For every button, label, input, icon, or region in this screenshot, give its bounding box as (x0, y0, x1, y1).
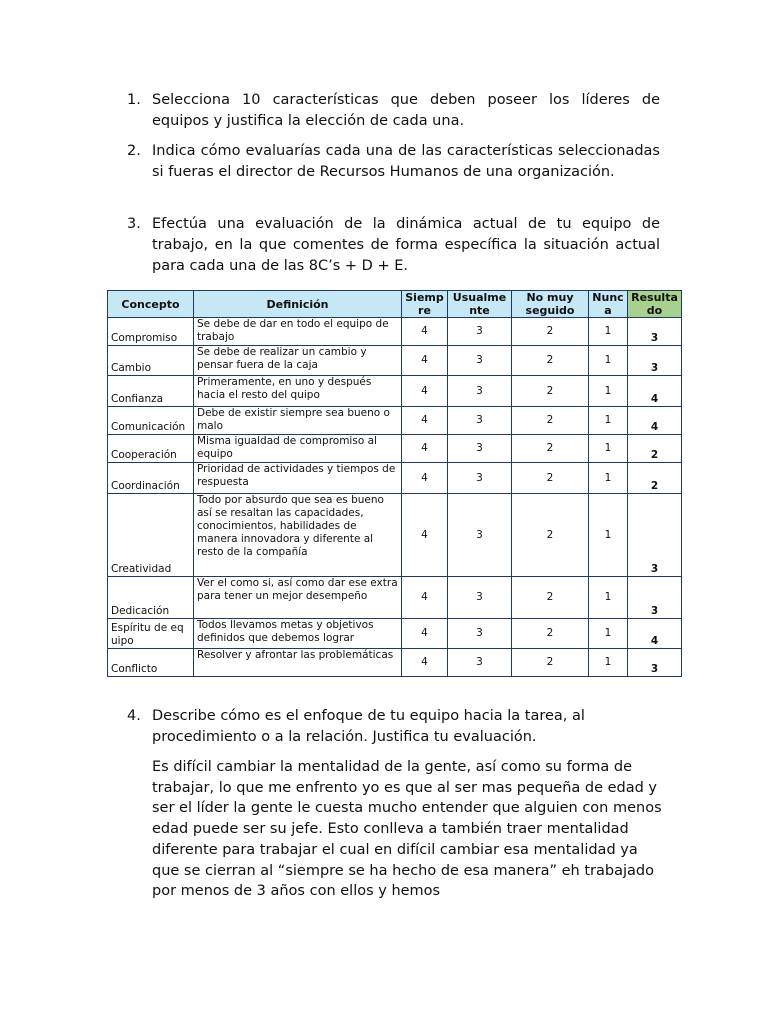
question-text: Selecciona 10 características que deben poseer los líderes de equipos y justifica la elección de cada una. (152, 92, 660, 129)
cell-nunca: 1 (589, 577, 628, 619)
cell-usualmente: 3 (448, 577, 512, 619)
cell-definition: Ver el como si, así como dar ese extra para tener un mejor desempeño (194, 577, 402, 619)
cell-no-muy-seguido: 2 (512, 577, 589, 619)
cell-concept: Creatividad (108, 494, 194, 577)
cell-definition: Primeramente, en uno y después hacia el resto del quipo (194, 376, 402, 407)
question-text: Describe cómo es el enfoque de tu equipo hacia la tarea, al procedimiento o a la relación. Justifica tu evaluación. (152, 708, 585, 745)
cell-siempre: 4 (402, 463, 448, 494)
cell-definition: Se debe de realizar un cambio y pensar fuera de la caja (194, 346, 402, 376)
header-usualmente: Usualmente (448, 291, 512, 318)
table-row (108, 376, 682, 407)
cell-concept: Conflicto (108, 649, 194, 677)
cell-siempre: 4 (402, 346, 448, 376)
cell-resultado: 2 (628, 435, 682, 463)
question-number: 4. (127, 708, 141, 724)
cell-concept: Cambio (108, 346, 194, 376)
cell-usualmente: 3 (448, 435, 512, 463)
cell-nunca: 1 (589, 407, 628, 435)
cell-definition: Debe de existir siempre sea bueno o malo (194, 407, 402, 435)
question-2 (127, 141, 660, 183)
question-1 (127, 90, 660, 132)
question-number: 2. (127, 143, 141, 159)
cell-concept: Compromiso (108, 318, 194, 346)
cell-siempre: 4 (402, 435, 448, 463)
cell-siempre: 4 (402, 376, 448, 407)
cell-usualmente: 3 (448, 376, 512, 407)
table-row (108, 494, 682, 577)
cell-resultado: 3 (628, 649, 682, 677)
cell-nunca: 1 (589, 318, 628, 346)
cell-definition: Resolver y afrontar las problemáticas (194, 649, 402, 677)
question-number: 1. (127, 92, 141, 108)
cell-resultado: 2 (628, 463, 682, 494)
cell-no-muy-seguido: 2 (512, 619, 589, 649)
cell-no-muy-seguido: 2 (512, 494, 589, 577)
cell-concept: Espíritu de equipo (108, 619, 194, 649)
cell-nunca: 1 (589, 376, 628, 407)
cell-resultado: 3 (628, 494, 682, 577)
table-row (108, 577, 682, 619)
cell-siempre: 4 (402, 619, 448, 649)
header-nunca: Nunca (589, 291, 628, 318)
cell-no-muy-seguido: 2 (512, 435, 589, 463)
cell-no-muy-seguido: 2 (512, 318, 589, 346)
cell-usualmente: 3 (448, 494, 512, 577)
cell-definition: Prioridad de actividades y tiempos de respuesta (194, 463, 402, 494)
cell-usualmente: 3 (448, 619, 512, 649)
cell-no-muy-seguido: 2 (512, 463, 589, 494)
cell-siempre: 4 (402, 318, 448, 346)
cell-usualmente: 3 (448, 463, 512, 494)
header-concepto: Concepto (108, 291, 194, 318)
header-resultado: Resultado (628, 291, 682, 318)
table-row (108, 463, 682, 494)
cell-usualmente: 3 (448, 649, 512, 677)
cell-no-muy-seguido: 2 (512, 649, 589, 677)
cell-definition: Misma igualdad de compromiso al equipo (194, 435, 402, 463)
evaluation-table (107, 290, 682, 677)
cell-nunca: 1 (589, 494, 628, 577)
table-row (108, 407, 682, 435)
cell-nunca: 1 (589, 435, 628, 463)
cell-resultado: 3 (628, 346, 682, 376)
cell-concept: Cooperación (108, 435, 194, 463)
cell-siempre: 4 (402, 407, 448, 435)
cell-concept: Confianza (108, 376, 194, 407)
question-number: 3. (127, 216, 141, 232)
cell-usualmente: 3 (448, 407, 512, 435)
cell-usualmente: 3 (448, 346, 512, 376)
cell-no-muy-seguido: 2 (512, 346, 589, 376)
question-text: Efectúa una evaluación de la dinámica actual de tu equipo de trabajo, en la que comentes de forma específica la situación actual para cada una de las 8C’s + D + E. (152, 216, 660, 274)
cell-no-muy-seguido: 2 (512, 376, 589, 407)
cell-resultado: 4 (628, 619, 682, 649)
question-4 (127, 706, 660, 748)
cell-nunca: 1 (589, 649, 628, 677)
table-header-row (108, 291, 682, 318)
cell-nunca: 1 (589, 346, 628, 376)
cell-definition: Todos llevamos metas y objetivos definidos que debemos lograr (194, 619, 402, 649)
question-text: Indica cómo evaluarías cada una de las características seleccionadas si fueras el director de Recursos Humanos de una organización. (152, 143, 660, 180)
cell-nunca: 1 (589, 463, 628, 494)
cell-usualmente: 3 (448, 318, 512, 346)
cell-concept: Coordinación (108, 463, 194, 494)
cell-definition: Todo por absurdo que sea es bueno así se resaltan las capacidades, conocimientos, habilidades de manera innovadora y diferente al resto de la compañía (194, 494, 402, 577)
cell-resultado: 3 (628, 577, 682, 619)
table-row (108, 346, 682, 376)
cell-resultado: 4 (628, 407, 682, 435)
question-3 (127, 214, 660, 277)
table-row (108, 435, 682, 463)
cell-resultado: 4 (628, 376, 682, 407)
header-siempre: Siempre (402, 291, 448, 318)
cell-concept: Comunicación (108, 407, 194, 435)
cell-no-muy-seguido: 2 (512, 407, 589, 435)
cell-resultado: 3 (628, 318, 682, 346)
cell-concept: Dedicación (108, 577, 194, 619)
header-no-muy-seguido: No muy seguido (512, 291, 589, 318)
cell-siempre: 4 (402, 649, 448, 677)
cell-siempre: 4 (402, 494, 448, 577)
table-row (108, 619, 682, 649)
table-row (108, 318, 682, 346)
cell-definition: Se debe de dar en todo el equipo de trabajo (194, 318, 402, 346)
answer-paragraph: Es difícil cambiar la mentalidad de la gente, así como su forma de trabajar, lo que me enfrento yo es que al ser mas pequeña de edad y ser el líder la gente le cuesta mucho entender que alguien con menos edad puede ser su jefe. Esto conlleva a también traer mentalidad diferente para trabajar el cual en difícil cambiar esa mentalidad ya que se cierran al “siempre se ha hecho de esa manera” eh trabajado por menos de 3 años con ellos y hemos (152, 759, 662, 900)
header-definicion: Definición (194, 291, 402, 318)
cell-nunca: 1 (589, 619, 628, 649)
cell-siempre: 4 (402, 577, 448, 619)
table-row (108, 649, 682, 677)
